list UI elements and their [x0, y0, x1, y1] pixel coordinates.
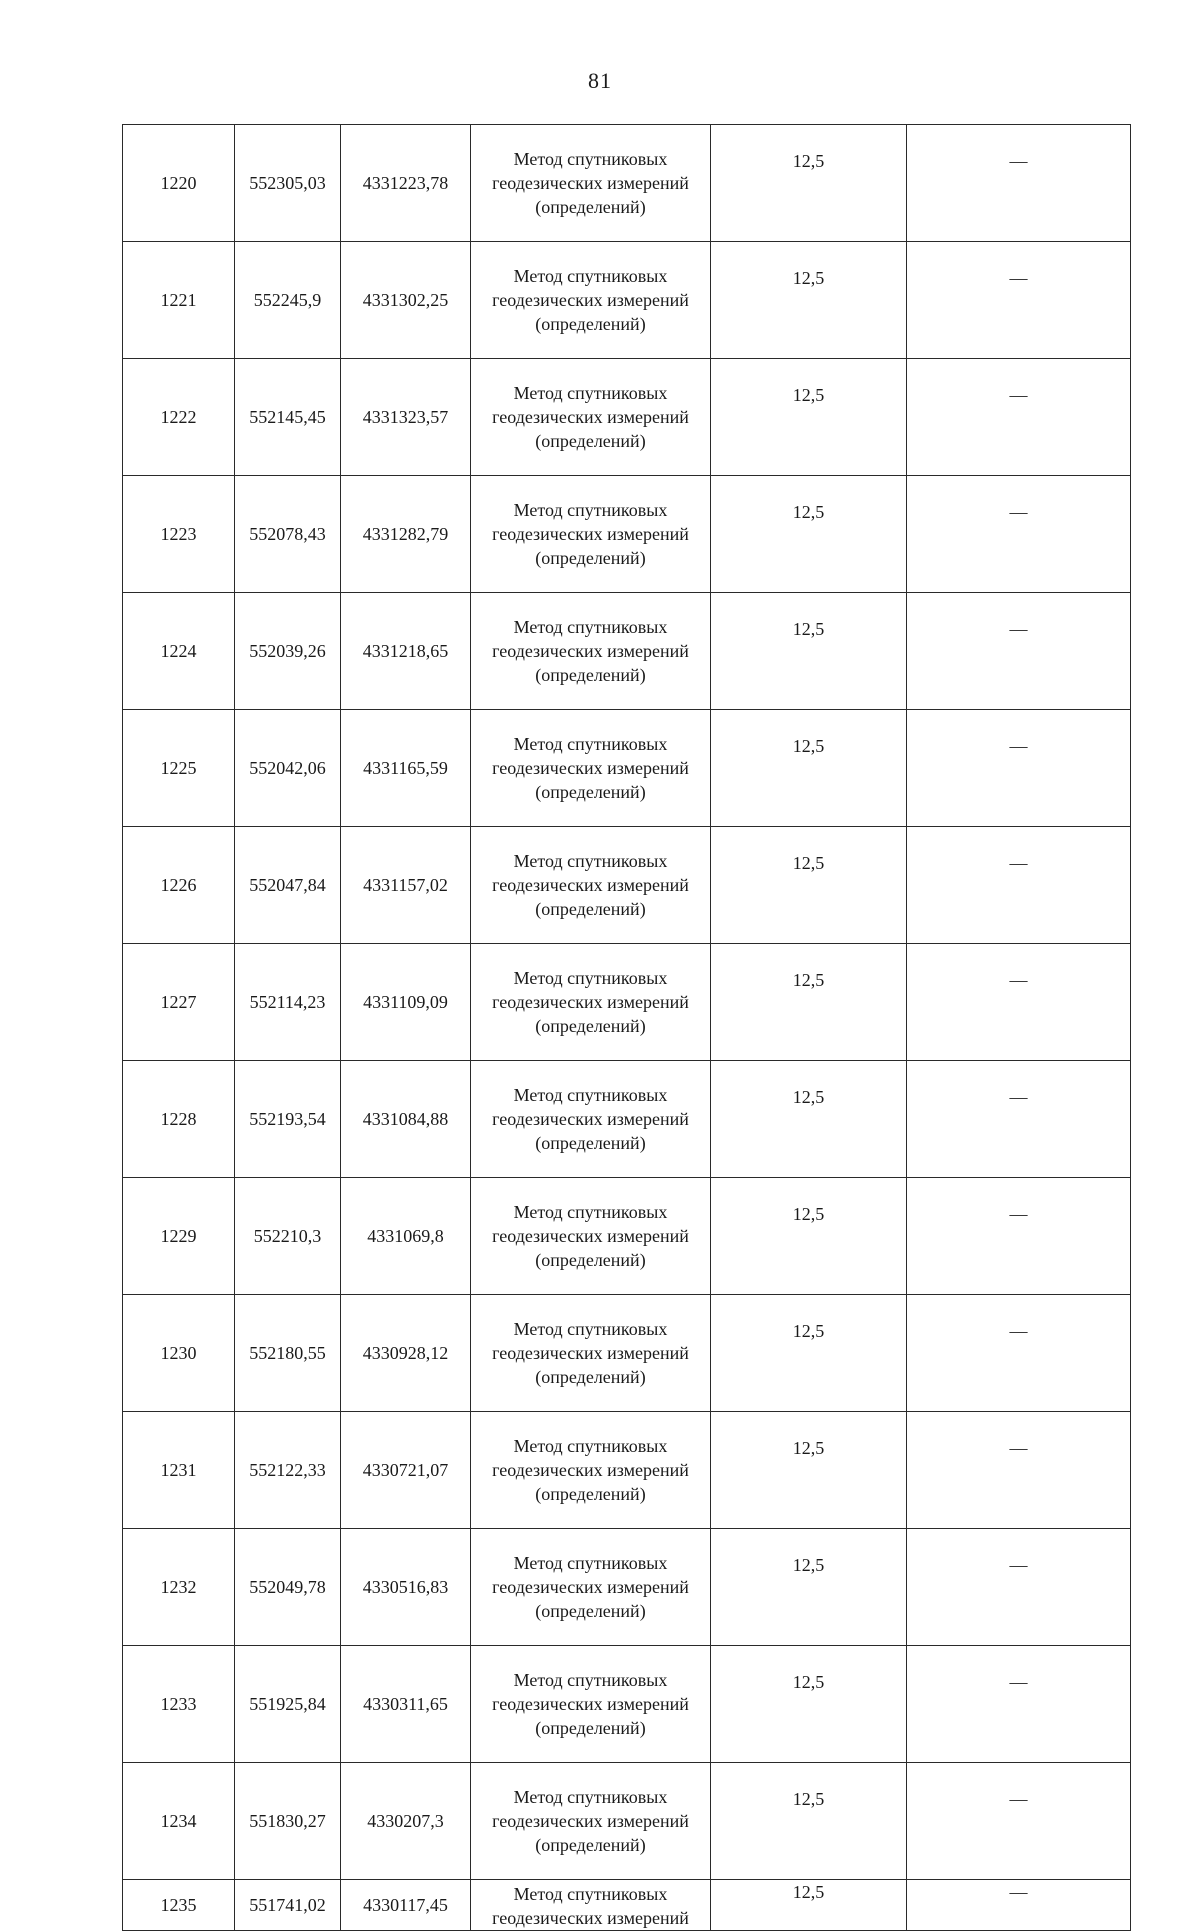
point-number-cell: 1226 — [123, 827, 235, 944]
accuracy-cell: 12,5 — [711, 1763, 907, 1880]
accuracy-cell: 12,5 — [711, 944, 907, 1061]
method-line: геодезических измерений — [492, 758, 689, 778]
coordinates-table — [122, 124, 1131, 1931]
accuracy-cell: 12,5 — [711, 359, 907, 476]
description-cell: — — [907, 1295, 1131, 1412]
y-coordinate-cell: 4330516,83 — [341, 1529, 471, 1646]
x-coordinate-cell: 552049,78 — [235, 1529, 341, 1646]
method-line: Метод спутниковых — [513, 266, 668, 286]
description-cell: — — [907, 593, 1131, 710]
method-cell — [471, 1178, 711, 1295]
method-line: геодезических измерений — [492, 1694, 689, 1714]
point-number-cell: 1228 — [123, 1061, 235, 1178]
description-cell: — — [907, 710, 1131, 827]
method-line: геодезических измерений — [492, 875, 689, 895]
method-line: (определений) — [535, 548, 646, 568]
accuracy-cell: 12,5 — [711, 1412, 907, 1529]
method-line: (определений) — [535, 1367, 646, 1387]
method-line: (определений) — [535, 665, 646, 685]
y-coordinate-cell: 4331084,88 — [341, 1061, 471, 1178]
y-coordinate-cell: 4331223,78 — [341, 125, 471, 242]
method-line: геодезических измерений — [492, 290, 689, 310]
table-row — [123, 476, 1131, 593]
table-row — [123, 1763, 1131, 1880]
page-number: 81 — [588, 68, 612, 93]
method-cell — [471, 1880, 711, 1931]
method-line: (определений) — [535, 1016, 646, 1036]
accuracy-cell: 12,5 — [711, 710, 907, 827]
table-row — [123, 1295, 1131, 1412]
method-line: Метод спутниковых — [513, 617, 668, 637]
method-line: (определений) — [535, 1250, 646, 1270]
table-row — [123, 1178, 1131, 1295]
x-coordinate-cell: 552193,54 — [235, 1061, 341, 1178]
method-line: геодезических измерений — [492, 173, 689, 193]
y-coordinate-cell: 4331218,65 — [341, 593, 471, 710]
accuracy-cell: 12,5 — [711, 1295, 907, 1412]
method-line: Метод спутниковых — [513, 1553, 668, 1573]
description-cell: — — [907, 1412, 1131, 1529]
point-number-cell: 1220 — [123, 125, 235, 242]
point-number-cell: 1223 — [123, 476, 235, 593]
method-line: Метод спутниковых — [513, 149, 668, 169]
method-line: геодезических измерений — [492, 407, 689, 427]
description-cell: — — [907, 1880, 1131, 1931]
method-line: Метод спутниковых — [513, 1085, 668, 1105]
method-line: Метод спутниковых — [513, 1202, 668, 1222]
point-number-cell: 1232 — [123, 1529, 235, 1646]
method-line: геодезических измерений — [492, 1226, 689, 1246]
method-cell — [471, 242, 711, 359]
y-coordinate-cell: 4330117,45 — [341, 1880, 471, 1931]
x-coordinate-cell: 552047,84 — [235, 827, 341, 944]
method-line: геодезических измерений — [492, 1908, 689, 1928]
x-coordinate-cell: 552042,06 — [235, 710, 341, 827]
method-line: Метод спутниковых — [513, 383, 668, 403]
description-cell: — — [907, 944, 1131, 1061]
method-line: Метод спутниковых — [513, 1319, 668, 1339]
method-line: геодезических измерений — [492, 641, 689, 661]
y-coordinate-cell: 4331157,02 — [341, 827, 471, 944]
point-number-cell: 1227 — [123, 944, 235, 1061]
y-coordinate-cell: 4331302,25 — [341, 242, 471, 359]
method-line: геодезических измерений — [492, 1109, 689, 1129]
y-coordinate-cell: 4331069,8 — [341, 1178, 471, 1295]
method-line: (определений) — [535, 1484, 646, 1504]
table-row — [123, 242, 1131, 359]
method-cell — [471, 1412, 711, 1529]
table-row — [123, 1412, 1131, 1529]
method-line: (определений) — [535, 314, 646, 334]
point-number-cell: 1225 — [123, 710, 235, 827]
accuracy-cell: 12,5 — [711, 827, 907, 944]
method-line: (определений) — [535, 1133, 646, 1153]
method-line: (определений) — [535, 1601, 646, 1621]
method-line: Метод спутниковых — [513, 500, 668, 520]
method-cell — [471, 125, 711, 242]
method-line: (определений) — [535, 782, 646, 802]
description-cell: — — [907, 1061, 1131, 1178]
method-cell — [471, 1529, 711, 1646]
description-cell: — — [907, 1529, 1131, 1646]
point-number-cell: 1224 — [123, 593, 235, 710]
accuracy-cell: 12,5 — [711, 125, 907, 242]
method-cell — [471, 827, 711, 944]
y-coordinate-cell: 4331165,59 — [341, 710, 471, 827]
accuracy-cell: 12,5 — [711, 593, 907, 710]
method-line: Метод спутниковых — [513, 968, 668, 988]
x-coordinate-cell: 552245,9 — [235, 242, 341, 359]
method-cell — [471, 1763, 711, 1880]
method-line: Метод спутниковых — [513, 1787, 668, 1807]
description-cell: — — [907, 476, 1131, 593]
description-cell: — — [907, 1763, 1131, 1880]
x-coordinate-cell: 552305,03 — [235, 125, 341, 242]
method-cell — [471, 944, 711, 1061]
y-coordinate-cell: 4331323,57 — [341, 359, 471, 476]
point-number-cell: 1230 — [123, 1295, 235, 1412]
point-number-cell: 1234 — [123, 1763, 235, 1880]
accuracy-cell: 12,5 — [711, 1178, 907, 1295]
x-coordinate-cell: 551741,02 — [235, 1880, 341, 1931]
method-line: (определений) — [535, 899, 646, 919]
table-row — [123, 359, 1131, 476]
x-coordinate-cell: 552180,55 — [235, 1295, 341, 1412]
point-number-cell: 1222 — [123, 359, 235, 476]
method-cell — [471, 1295, 711, 1412]
method-cell — [471, 1061, 711, 1178]
method-line: геодезических измерений — [492, 1577, 689, 1597]
table-row — [123, 944, 1131, 1061]
description-cell: — — [907, 125, 1131, 242]
y-coordinate-cell: 4330311,65 — [341, 1646, 471, 1763]
point-number-cell: 1235 — [123, 1880, 235, 1931]
y-coordinate-cell: 4330928,12 — [341, 1295, 471, 1412]
accuracy-cell: 12,5 — [711, 1880, 907, 1931]
table-row — [123, 710, 1131, 827]
coordinates-table-body — [123, 125, 1131, 1931]
accuracy-cell: 12,5 — [711, 242, 907, 359]
x-coordinate-cell: 552145,45 — [235, 359, 341, 476]
method-line: геодезических измерений — [492, 1811, 689, 1831]
description-cell: — — [907, 827, 1131, 944]
x-coordinate-cell: 552039,26 — [235, 593, 341, 710]
x-coordinate-cell: 552122,33 — [235, 1412, 341, 1529]
x-coordinate-cell: 552078,43 — [235, 476, 341, 593]
method-line: геодезических измерений — [492, 992, 689, 1012]
method-cell — [471, 476, 711, 593]
table-row — [123, 1061, 1131, 1178]
method-line: (определений) — [535, 197, 646, 217]
method-line: геодезических измерений — [492, 1460, 689, 1480]
method-cell — [471, 359, 711, 476]
method-line: Метод спутниковых — [513, 1670, 668, 1690]
table-row — [123, 593, 1131, 710]
accuracy-cell: 12,5 — [711, 1061, 907, 1178]
table-row — [123, 1880, 1131, 1931]
method-line: (определений) — [535, 1718, 646, 1738]
point-number-cell: 1229 — [123, 1178, 235, 1295]
method-line: геодезических измерений — [492, 524, 689, 544]
method-cell — [471, 593, 711, 710]
y-coordinate-cell: 4331282,79 — [341, 476, 471, 593]
method-line: Метод спутниковых — [513, 734, 668, 754]
method-line: Метод спутниковых — [513, 1436, 668, 1456]
accuracy-cell: 12,5 — [711, 1529, 907, 1646]
method-line: Метод спутниковых — [513, 1884, 668, 1904]
method-line: (определений) — [535, 431, 646, 451]
table-row — [123, 827, 1131, 944]
point-number-cell: 1231 — [123, 1412, 235, 1529]
accuracy-cell: 12,5 — [711, 1646, 907, 1763]
description-cell: — — [907, 242, 1131, 359]
x-coordinate-cell: 552114,23 — [235, 944, 341, 1061]
y-coordinate-cell: 4330207,3 — [341, 1763, 471, 1880]
accuracy-cell: 12,5 — [711, 476, 907, 593]
description-cell: — — [907, 359, 1131, 476]
y-coordinate-cell: 4331109,09 — [341, 944, 471, 1061]
method-line: геодезических измерений — [492, 1343, 689, 1363]
x-coordinate-cell: 551830,27 — [235, 1763, 341, 1880]
method-line: Метод спутниковых — [513, 851, 668, 871]
method-cell — [471, 710, 711, 827]
y-coordinate-cell: 4330721,07 — [341, 1412, 471, 1529]
point-number-cell: 1233 — [123, 1646, 235, 1763]
description-cell: — — [907, 1178, 1131, 1295]
method-cell — [471, 1646, 711, 1763]
table-row — [123, 1529, 1131, 1646]
table-row — [123, 1646, 1131, 1763]
x-coordinate-cell: 551925,84 — [235, 1646, 341, 1763]
description-cell: — — [907, 1646, 1131, 1763]
x-coordinate-cell: 552210,3 — [235, 1178, 341, 1295]
point-number-cell: 1221 — [123, 242, 235, 359]
table-row — [123, 125, 1131, 242]
method-line: (определений) — [535, 1835, 646, 1855]
